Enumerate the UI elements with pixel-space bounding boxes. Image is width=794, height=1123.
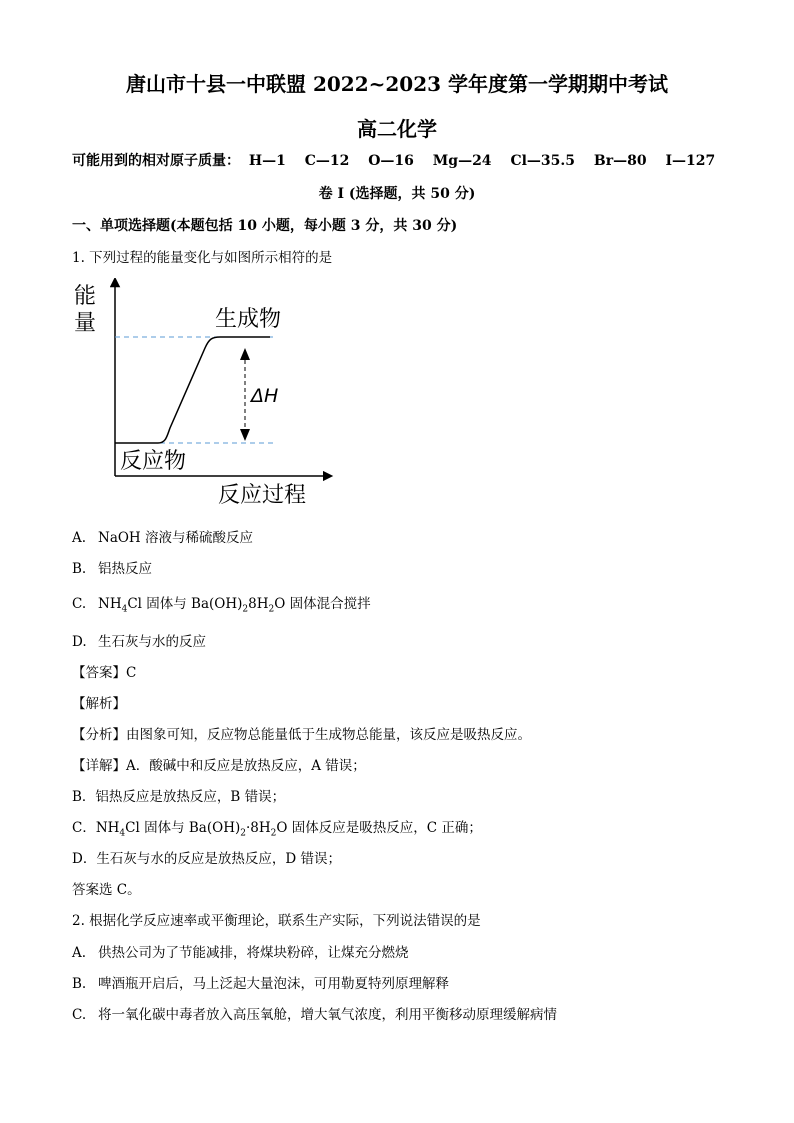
atomic-mass-item: O—16 [368,153,414,169]
analysis-tag: 【解析】 [72,696,126,712]
formula-part: 8H [248,596,269,612]
detail-line-c [72,816,482,839]
formula-part: O 固体反应是吸热反应，C 正确； [276,820,482,836]
answer-line [72,661,136,681]
option-label: A. [72,945,87,961]
atomic-mass-item: C—12 [304,153,350,169]
reactant-label: 反应物 [120,449,187,474]
atomic-mass-item: I—127 [665,153,716,169]
y-label-char: 量 [74,311,97,336]
exam-title: 唐山市十县一中联盟 2022~2023 学年度第一学期期中考试 [125,72,668,96]
option-text: NaOH 溶液与稀硫酸反应 [98,530,253,546]
formula-part: Cl 固体与 Ba(OH) [125,820,241,836]
option-label: A. [72,530,87,546]
formula-subscript: 2 [268,604,275,615]
product-label: 生成物 [215,307,282,332]
formula-subscript: 4 [119,828,126,839]
question-2-stem: 2. 根据化学反应速率或平衡理论，联系生产实际，下列说法错误的是 [72,913,481,929]
option-text: 铝热反应 [98,561,152,577]
question-1-stem: 1. 下列过程的能量变化与如图所示相符的是 [72,250,333,266]
q1-option-a [72,526,253,546]
option-text: 供热公司为了节能减排，将煤块粉碎，让煤充分燃烧 [98,945,409,961]
atomic-mass-item: Cl—35.5 [510,153,575,169]
option-label: C. [72,1007,87,1023]
x-axis-label: 反应过程 [218,483,307,508]
formula-part: C．NH [72,820,120,836]
atomic-mass-item: Br—80 [593,153,647,169]
atomic-mass-label: 可能用到的相对原子质量： [72,153,240,169]
q1-option-c [72,592,371,615]
answer-value: C [126,665,137,681]
answer-tag: 【答案】 [72,665,126,681]
option-label: D. [72,634,87,650]
detail-line-b: B．铝热反应是放热反应，B 错误； [72,789,286,805]
formula-subscript: 2 [240,828,246,839]
fenxi-line [72,723,531,743]
formula-subscript: 2 [270,828,277,839]
conclusion-line: 答案选 C。 [72,882,141,898]
formula-part: Cl 固体与 Ba(OH) [127,596,243,612]
volume-heading: 卷 I (选择题，共 50 分) [318,186,476,202]
detail-line-a [72,754,366,774]
formula-part: ·8H [245,820,271,836]
option-text: 将一氧化碳中毒者放入高压氧舱，增大氧气浓度，利用平衡移动原理缓解病情 [98,1007,557,1023]
atomic-mass-line [72,150,729,170]
q2-option-a [72,941,409,961]
energy-diagram [70,278,340,510]
formula-subscript: 2 [242,604,249,615]
q1-option-d [72,630,206,650]
section-heading: 一、单项选择题(本题包括 10 小题，每小题 3 分，共 30 分) [72,218,458,234]
option-text: 生石灰与水的反应 [98,634,206,650]
option-label: B. [72,561,87,577]
fenxi-tag: 【分析】 [72,727,126,743]
option-text: 啤酒瓶开启后，马上泛起大量泡沫，可用勒夏特列原理解释 [98,976,449,992]
detail-line-d: D．生石灰与水的反应是放热反应，D 错误； [72,851,341,867]
q1-option-b [72,557,152,577]
subject-title: 高二化学 [357,117,437,141]
delta-h-label: ΔH [251,385,279,407]
q2-option-c [72,1003,557,1023]
q2-option-b [72,972,449,992]
formula-part: NH [98,596,122,612]
atomic-mass-item: H—1 [248,153,286,169]
atomic-mass-item: Mg—24 [432,153,492,169]
detail-tag: 【详解】 [72,758,126,774]
detail-text: A．酸碱中和反应是放热反应，A 错误； [126,758,366,774]
y-label-char: 能 [74,284,97,309]
formula-part: O 固体混合搅拌 [274,596,371,612]
option-label: C. [72,596,87,612]
fenxi-text: 由图象可知，反应物总能量低于生成物总能量，该反应是吸热反应。 [126,727,531,743]
formula-subscript: 4 [121,604,128,615]
option-label: B. [72,976,87,992]
